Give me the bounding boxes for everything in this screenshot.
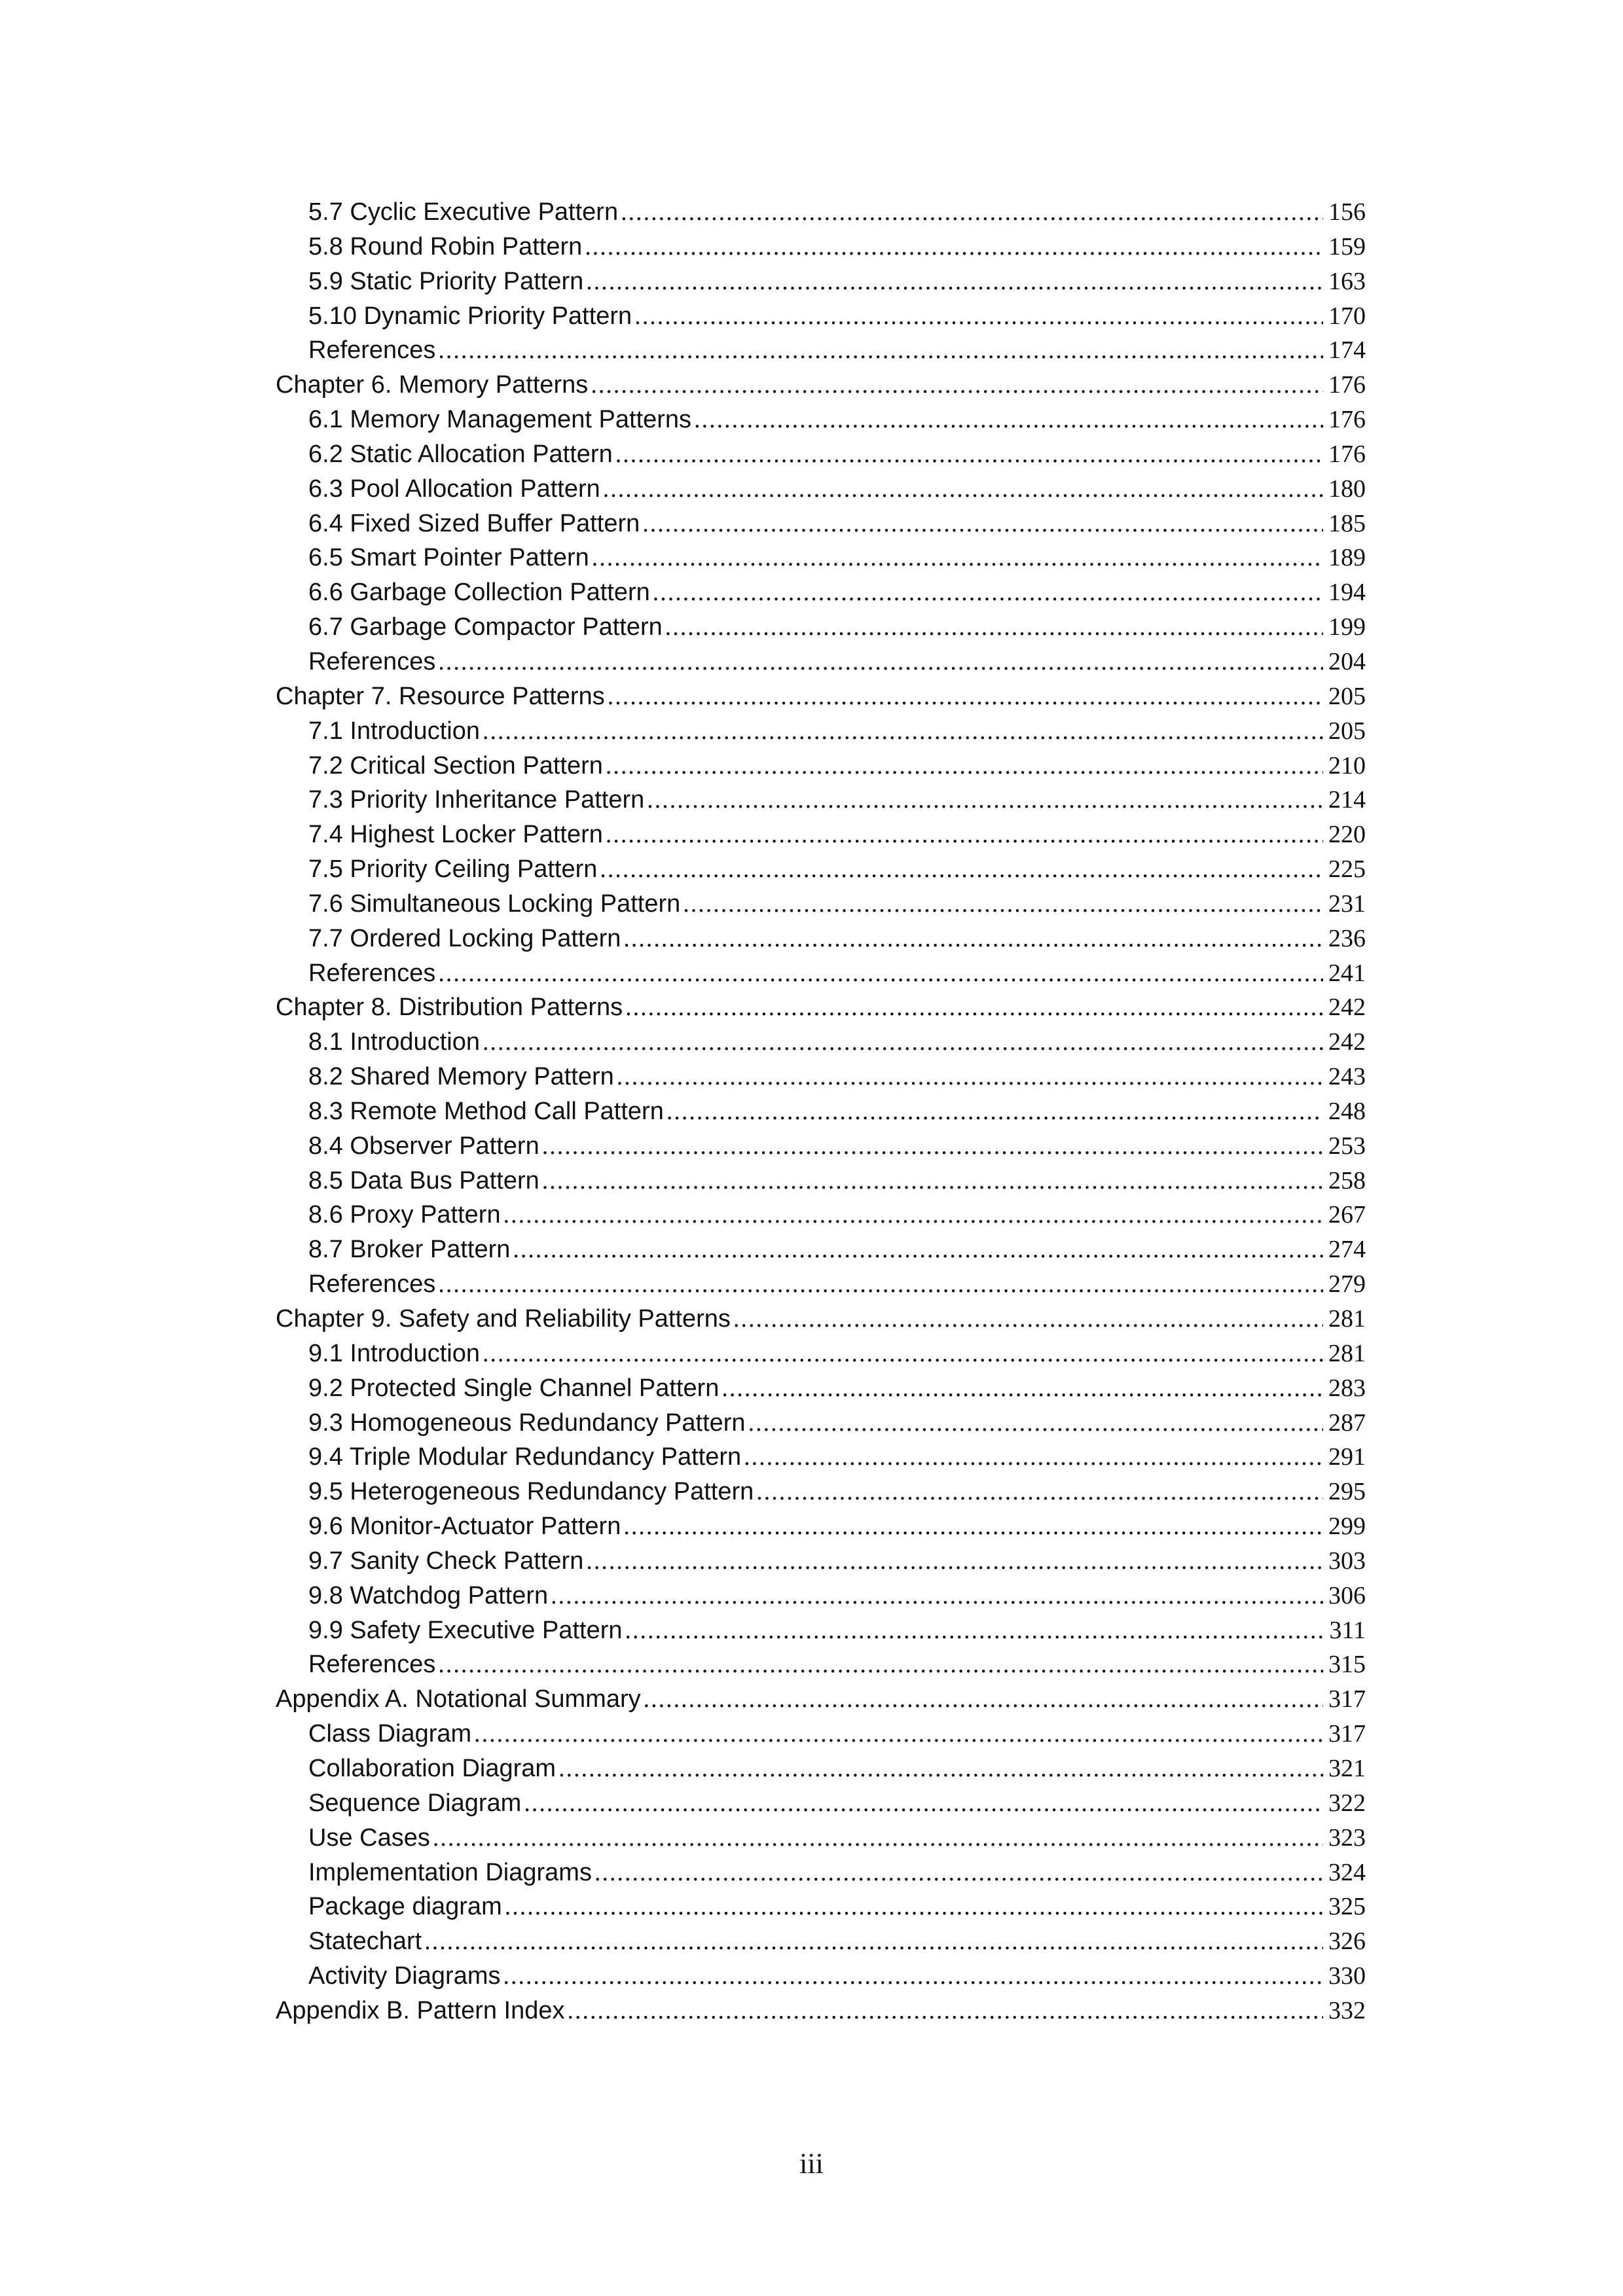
table-of-contents [276, 195, 1366, 2028]
toc-section-entry[interactable] [276, 437, 1366, 472]
toc-section-entry[interactable] [276, 956, 1366, 991]
toc-dot-leader [438, 956, 1323, 991]
toc-entry-page-number: 248 [1328, 1097, 1366, 1125]
toc-entry-page-number: 267 [1328, 1201, 1366, 1229]
toc-entry-title: Activity Diagrams [308, 1962, 501, 1990]
toc-dot-leader [666, 1094, 1323, 1129]
toc-dot-leader [653, 575, 1323, 610]
toc-dot-leader [623, 922, 1323, 956]
toc-entry-page-number: 311 [1329, 1616, 1366, 1644]
toc-section-entry[interactable] [276, 230, 1366, 264]
toc-dot-leader [505, 1890, 1323, 1924]
toc-chapter-entry[interactable] [276, 1994, 1366, 2028]
toc-entry-page-number: 225 [1328, 855, 1366, 884]
toc-entry-page-number: 274 [1328, 1236, 1366, 1264]
toc-dot-leader [733, 1302, 1323, 1336]
toc-entry-title: 9.9 Safety Executive Pattern [308, 1616, 623, 1644]
toc-dot-leader [438, 1647, 1323, 1682]
toc-entry-page-number: 156 [1328, 198, 1366, 226]
toc-entry-page-number: 236 [1328, 924, 1366, 952]
toc-entry-title: References [308, 1270, 436, 1299]
toc-dot-leader [721, 1371, 1323, 1406]
toc-dot-leader [617, 1060, 1323, 1094]
toc-section-entry[interactable] [276, 1198, 1366, 1232]
toc-entry-page-number: 315 [1328, 1651, 1366, 1679]
toc-entry-page-number: 323 [1328, 1823, 1366, 1852]
toc-dot-leader [542, 1129, 1323, 1164]
toc-entry-page-number: 281 [1328, 1339, 1366, 1367]
toc-entry-title: References [308, 1651, 436, 1679]
toc-entry-title: Implementation Diagrams [308, 1858, 592, 1886]
toc-entry-title: 5.9 Static Priority Pattern [308, 267, 584, 295]
toc-entry-page-number: 199 [1328, 613, 1366, 641]
toc-entry-page-number: 159 [1328, 232, 1366, 260]
toc-dot-leader [483, 1336, 1323, 1371]
toc-section-entry[interactable] [276, 714, 1366, 749]
toc-entry-title: 9.1 Introduction [308, 1339, 480, 1367]
toc-entry-title: 7.7 Ordered Locking Pattern [308, 924, 621, 952]
toc-entry-title: Chapter 9. Safety and Reliability Patterns [276, 1305, 731, 1333]
toc-dot-leader [625, 990, 1323, 1025]
toc-section-entry[interactable] [276, 817, 1366, 852]
toc-dot-leader [513, 1232, 1323, 1267]
toc-entry-page-number: 287 [1328, 1408, 1366, 1437]
toc-entry-title: 6.2 Static Allocation Pattern [308, 440, 613, 468]
toc-entry-title: Appendix B. Pattern Index [276, 1996, 565, 2024]
toc-section-entry[interactable] [276, 1232, 1366, 1267]
toc-entry-title: 9.4 Triple Modular Redundancy Pattern [308, 1443, 742, 1471]
toc-section-entry[interactable] [276, 1544, 1366, 1579]
toc-entry-title: 5.7 Cyclic Executive Pattern [308, 198, 619, 226]
toc-entry-page-number: 258 [1328, 1166, 1366, 1194]
toc-section-entry[interactable] [276, 299, 1366, 334]
toc-entry-page-number: 295 [1328, 1478, 1366, 1506]
toc-entry-title: Appendix A. Notational Summary [276, 1685, 641, 1713]
toc-dot-leader [592, 541, 1323, 575]
toc-section-entry[interactable] [276, 922, 1366, 956]
toc-entry-page-number: 279 [1328, 1270, 1366, 1299]
toc-section-entry[interactable] [276, 1890, 1366, 1924]
toc-dot-leader [608, 679, 1323, 714]
toc-section-entry[interactable] [276, 610, 1366, 645]
toc-entry-page-number: 241 [1328, 959, 1366, 987]
toc-section-entry[interactable] [276, 749, 1366, 783]
toc-dot-leader [542, 1164, 1323, 1198]
toc-entry-title: 6.3 Pool Allocation Pattern [308, 475, 600, 503]
toc-entry-title: 7.5 Priority Ceiling Pattern [308, 855, 598, 884]
toc-dot-leader [744, 1440, 1323, 1475]
toc-section-entry[interactable] [276, 264, 1366, 299]
toc-section-entry[interactable] [276, 1786, 1366, 1821]
toc-dot-leader [568, 1994, 1323, 2028]
toc-dot-leader [438, 1267, 1323, 1302]
toc-dot-leader [683, 887, 1323, 922]
toc-section-entry[interactable] [276, 1509, 1366, 1544]
toc-entry-page-number: 330 [1328, 1962, 1366, 1990]
toc-entry-title: Sequence Diagram [308, 1789, 522, 1817]
toc-section-entry[interactable] [276, 645, 1366, 679]
toc-entry-page-number: 281 [1328, 1305, 1366, 1333]
toc-dot-leader [524, 1786, 1323, 1821]
toc-section-entry[interactable] [276, 1821, 1366, 1856]
toc-dot-leader [606, 817, 1323, 852]
toc-dot-leader [558, 1751, 1323, 1786]
toc-entry-page-number: 322 [1328, 1789, 1366, 1817]
toc-entry-page-number: 326 [1328, 1928, 1366, 1956]
toc-entry-title: 7.4 Highest Locker Pattern [308, 821, 603, 849]
toc-entry-title: References [308, 336, 436, 365]
toc-entry-title: Class Diagram [308, 1720, 472, 1748]
toc-chapter-entry[interactable] [276, 990, 1366, 1025]
toc-entry-title: 5.10 Dynamic Priority Pattern [308, 302, 632, 330]
toc-section-entry[interactable] [276, 1613, 1366, 1648]
toc-dot-leader [756, 1475, 1323, 1509]
toc-section-entry[interactable] [276, 195, 1366, 230]
toc-entry-title: Chapter 7. Resource Patterns [276, 682, 605, 710]
toc-dot-leader [634, 299, 1323, 334]
toc-entry-title: 8.3 Remote Method Call Pattern [308, 1097, 664, 1125]
toc-entry-title: Chapter 8. Distribution Patterns [276, 994, 623, 1022]
toc-dot-leader [623, 1509, 1323, 1544]
toc-entry-page-number: 243 [1328, 1063, 1366, 1091]
page-number: iii [799, 2147, 824, 2179]
toc-chapter-entry[interactable] [276, 1682, 1366, 1717]
toc-entry-title: 7.6 Simultaneous Locking Pattern [308, 889, 681, 918]
toc-section-entry[interactable] [276, 1924, 1366, 1959]
toc-entry-page-number: 210 [1328, 751, 1366, 780]
toc-section-entry[interactable] [276, 507, 1366, 541]
toc-entry-page-number: 189 [1328, 544, 1366, 572]
toc-section-entry[interactable] [276, 333, 1366, 368]
toc-entry-title: 8.1 Introduction [308, 1028, 480, 1056]
toc-dot-leader [603, 472, 1323, 507]
toc-dot-leader [591, 368, 1323, 403]
toc-dot-leader [474, 1717, 1323, 1751]
toc-section-entry[interactable] [276, 1336, 1366, 1371]
toc-section-entry[interactable] [276, 575, 1366, 610]
toc-entry-page-number: 242 [1328, 994, 1366, 1022]
toc-entry-page-number: 176 [1328, 440, 1366, 468]
toc-entry-title: 6.4 Fixed Sized Buffer Pattern [308, 509, 640, 537]
toc-entry-title: References [308, 959, 436, 987]
toc-dot-leader [503, 1959, 1324, 1994]
toc-dot-leader [606, 749, 1323, 783]
toc-dot-leader [594, 1856, 1323, 1890]
toc-dot-leader [647, 783, 1323, 817]
toc-section-entry[interactable] [276, 852, 1366, 887]
toc-entry-title: Package diagram [308, 1893, 502, 1921]
toc-entry-page-number: 231 [1328, 889, 1366, 918]
toc-entry-page-number: 253 [1328, 1132, 1366, 1160]
toc-dot-leader [586, 264, 1323, 299]
toc-dot-leader [642, 507, 1323, 541]
toc-entry-page-number: 317 [1328, 1720, 1366, 1748]
toc-dot-leader [600, 852, 1323, 887]
toc-entry-title: 9.6 Monitor-Actuator Pattern [308, 1513, 621, 1541]
toc-section-entry[interactable] [276, 1025, 1366, 1060]
toc-entry-title: 9.8 Watchdog Pattern [308, 1581, 549, 1609]
toc-entry-title: 7.2 Critical Section Pattern [308, 751, 603, 780]
toc-entry-title: 8.5 Data Bus Pattern [308, 1166, 539, 1194]
toc-dot-leader [483, 714, 1323, 749]
toc-section-entry[interactable] [276, 1164, 1366, 1198]
toc-dot-leader [644, 1682, 1323, 1717]
toc-section-entry[interactable] [276, 783, 1366, 817]
toc-dot-leader [424, 1924, 1323, 1959]
toc-entry-title: 9.3 Homogeneous Redundancy Pattern [308, 1408, 746, 1437]
toc-section-entry[interactable] [276, 1129, 1366, 1164]
toc-dot-leader [433, 1821, 1323, 1856]
toc-section-entry[interactable] [276, 1579, 1366, 1613]
toc-chapter-entry[interactable] [276, 368, 1366, 403]
toc-dot-leader [665, 610, 1323, 645]
toc-entry-page-number: 194 [1328, 579, 1366, 607]
toc-entry-page-number: 324 [1328, 1858, 1366, 1886]
toc-section-entry[interactable] [276, 1371, 1366, 1406]
toc-dot-leader [438, 333, 1323, 368]
toc-section-entry[interactable] [276, 1094, 1366, 1129]
toc-entry-title: 8.4 Observer Pattern [308, 1132, 539, 1160]
toc-dot-leader [586, 1544, 1323, 1579]
toc-dot-leader [438, 645, 1323, 679]
toc-section-entry[interactable] [276, 1647, 1366, 1682]
toc-entry-page-number: 185 [1328, 509, 1366, 537]
toc-entry-page-number: 176 [1328, 371, 1366, 399]
toc-section-entry[interactable] [276, 541, 1366, 575]
toc-dot-leader [694, 403, 1323, 437]
toc-entry-page-number: 204 [1328, 647, 1366, 675]
toc-entry-title: Chapter 6. Memory Patterns [276, 371, 589, 399]
toc-entry-title: 6.6 Garbage Collection Pattern [308, 579, 650, 607]
toc-entry-title: References [308, 647, 436, 675]
toc-entry-title: Use Cases [308, 1823, 430, 1852]
toc-entry-title: 6.7 Garbage Compactor Pattern [308, 613, 663, 641]
toc-section-entry[interactable] [276, 472, 1366, 507]
toc-entry-title: 6.1 Memory Management Patterns [308, 406, 692, 434]
toc-entry-page-number: 170 [1328, 302, 1366, 330]
toc-entry-page-number: 291 [1328, 1443, 1366, 1471]
toc-entry-page-number: 176 [1328, 406, 1366, 434]
toc-section-entry[interactable] [276, 1475, 1366, 1509]
toc-chapter-entry[interactable] [276, 1302, 1366, 1336]
toc-entry-title: 7.1 Introduction [308, 717, 480, 745]
toc-entry-title: 8.2 Shared Memory Pattern [308, 1063, 614, 1091]
toc-section-entry[interactable] [276, 1717, 1366, 1751]
toc-dot-leader [551, 1579, 1323, 1613]
toc-entry-page-number: 299 [1328, 1513, 1366, 1541]
toc-entry-page-number: 332 [1328, 1996, 1366, 2024]
toc-entry-title: 7.3 Priority Inheritance Pattern [308, 786, 645, 814]
toc-entry-page-number: 180 [1328, 475, 1366, 503]
toc-entry-title: 8.7 Broker Pattern [308, 1236, 511, 1264]
toc-entry-title: 5.8 Round Robin Pattern [308, 232, 583, 260]
toc-section-entry[interactable] [276, 1856, 1366, 1890]
toc-entry-title: 8.6 Proxy Pattern [308, 1201, 501, 1229]
toc-entry-page-number: 163 [1328, 267, 1366, 295]
toc-entry-page-number: 283 [1328, 1374, 1366, 1402]
toc-entry-page-number: 220 [1328, 821, 1366, 849]
toc-entry-page-number: 317 [1328, 1685, 1366, 1713]
toc-entry-page-number: 174 [1328, 336, 1366, 365]
toc-entry-title: 9.5 Heterogeneous Redundancy Pattern [308, 1478, 754, 1506]
toc-entry-page-number: 242 [1328, 1028, 1366, 1056]
toc-entry-title: 6.5 Smart Pointer Pattern [308, 544, 589, 572]
toc-entry-page-number: 303 [1328, 1547, 1366, 1575]
toc-entry-title: 9.7 Sanity Check Pattern [308, 1547, 584, 1575]
toc-entry-title: Collaboration Diagram [308, 1754, 556, 1782]
toc-section-entry[interactable] [276, 1406, 1366, 1441]
toc-section-entry[interactable] [276, 1267, 1366, 1302]
toc-section-entry[interactable] [276, 887, 1366, 922]
toc-dot-leader [483, 1025, 1323, 1060]
toc-entry-page-number: 205 [1328, 717, 1366, 745]
toc-dot-leader [748, 1406, 1323, 1441]
toc-section-entry[interactable] [276, 1751, 1366, 1786]
toc-section-entry[interactable] [276, 1060, 1366, 1094]
toc-entry-title: Statechart [308, 1928, 422, 1956]
toc-entry-page-number: 321 [1328, 1754, 1366, 1782]
toc-dot-leader [625, 1613, 1324, 1648]
toc-entry-page-number: 325 [1328, 1893, 1366, 1921]
toc-dot-leader [621, 195, 1323, 230]
toc-entry-title: 9.2 Protected Single Channel Pattern [308, 1374, 720, 1402]
toc-dot-leader [503, 1198, 1323, 1232]
toc-section-entry[interactable] [276, 1959, 1366, 1994]
toc-entry-page-number: 205 [1328, 682, 1366, 710]
toc-section-entry[interactable] [276, 1440, 1366, 1475]
toc-chapter-entry[interactable] [276, 679, 1366, 714]
toc-entry-page-number: 214 [1328, 786, 1366, 814]
toc-section-entry[interactable] [276, 403, 1366, 437]
toc-entry-page-number: 306 [1328, 1581, 1366, 1609]
toc-dot-leader [585, 230, 1323, 264]
toc-dot-leader [615, 437, 1323, 472]
